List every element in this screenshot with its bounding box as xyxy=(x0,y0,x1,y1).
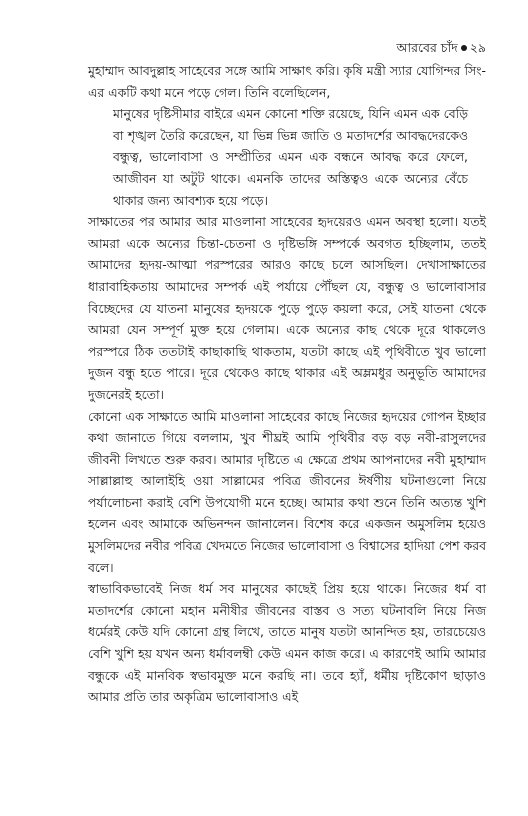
paragraph-3: কোনো এক সাক্ষাতে আমি মাওলানা সাহেবের কাছে নিজের হৃদয়ের গোপন ইচ্ছার কথা জানাতে গিয়ে বললাম, খুব শীঘ্রই আমি পৃথিবীর বড় বড় নবী-রাসুলদের জীবনী লিখতে শুরু করব। আমার দৃষ্টিতে এ ক্ষেত্রে প্রথম আপনাদের নবী মুহাম্মাদ সাল্লাল্লাহু আলাইহি ওয়া সাল্লামের পবিত্র জীবনের ঈর্ষণীয় ঘটনাগুলো নিয়ে পর্যালোচনা করাই বেশি উপযোগী মনে হচ্ছে। আমার কথা শুনে তিনি অত্যন্ত খুশি হলেন এবং আমাকে অভিনন্দন জানালেন। বিশেষ করে একজন অমুসলিম হয়েও মুসলিমদের নবীর পবিত্র খেদমতে নিজের ভালোবাসা ও বিশ্বাসের হাদিয়া পেশ করব বলে। xyxy=(88,408,486,575)
book-title: আরবের চাঁদ xyxy=(396,40,458,55)
block-quote: মানুষের দৃষ্টিসীমার বাইরে এমন কোনো শক্তি রয়েছে, যিনি এমন এক বেড়ি বা শৃঙ্খল তৈরি করেছেন, যা ভিন্ন ভিন্ন জাতি ও মতাদর্শের আবদ্ধদেরকেও বন্ধুত্ব, ভালোবাসা ও সম্প্রীতির এমন এক বন্ধনে আবদ্ধ করে ফেলে, আজীবন যা অটুট থাকে। এমনকি তাদের অস্তিত্বও একে অন্যের বেঁচে থাকার জন্য আবশ্যক হয়ে পড়ে। xyxy=(113,106,468,208)
bullet-separator-icon xyxy=(461,45,467,51)
page-number: ২৯ xyxy=(469,40,486,55)
book-page xyxy=(88,40,486,708)
paragraph-1: মুহাম্মাদ আবদুল্লাহ সাহেবের সঙ্গে আমি সাক্ষাৎ করি। কৃষি মন্ত্রী স্যার যোগিন্দর সিং-এর একটি কথা মনে পড়ে গেল। তিনি বলেছিলেন, xyxy=(88,63,486,100)
paragraph-4: স্বাভাবিকভাবেই নিজ ধর্ম সব মানুষের কাছেই প্রিয় হয়ে থাকে। নিজের ধর্ম বা মতাদর্শের কোনো মহান মনীষীর জীবনের বাস্তব ও সত্য ঘটনাবলি নিয়ে নিজ ধর্মেরই কেউ যদি কোনো গ্রন্থ লিখে, তাতে মানুষ যতটা আনন্দিত হয়, তারচেয়েও বেশি খুশি হয় যখন অন্য ধর্মাবলম্বী কেউ এমন কাজ করে। এ কারণেই আমি আমার বন্ধুকে এই মানবিক স্বভাবমুক্ত মনে করছি না। তবে হ্যাঁ, ধর্মীয় দৃষ্টিকোণ ছাড়াও আমার প্রতি তার অকৃত্রিম ভালোবাসাও এই xyxy=(88,581,486,705)
running-header xyxy=(88,40,486,58)
paragraph-2: সাক্ষাতের পর আমার আর মাওলানা সাহেবের হৃদয়েরও এমন অবস্থা হলো। যতই আমরা একে অন্যের চিন্তা-চেতনা ও দৃষ্টিভঙ্গি সম্পর্কে অবগত হচ্ছিলাম, ততই আমাদের হৃদয়-আত্মা পরস্পরের আরও কাছে চলে আসছিল। দেখাসাক্ষাতের ধারাবাহিকতায় আমাদের সম্পর্ক এই পর্যায়ে পৌঁছল যে, বন্ধুত্ব ও ভালোবাসার বিচ্ছেদের যে যাতনা মানুষের হৃদয়কে পুড়ে পুড়ে কয়লা করে, সেই যাতনা থেকে আমরা যেন সম্পূর্ণ মুক্ত হয়ে গেলাম। একে অন্যের কাছ থেকে দূরে থাকলেও পরস্পরে ঠিক ততটাই কাছাকাছি থাকতাম, যতটা কাছে এই পৃথিবীতে খুব ভালো দুজন বন্ধু হতে পারে। দূরে থেকেও কাছে থাকার এই অম্লমধুর অনুভূতি আমাদের দুজনেরই হতো। xyxy=(88,214,486,402)
